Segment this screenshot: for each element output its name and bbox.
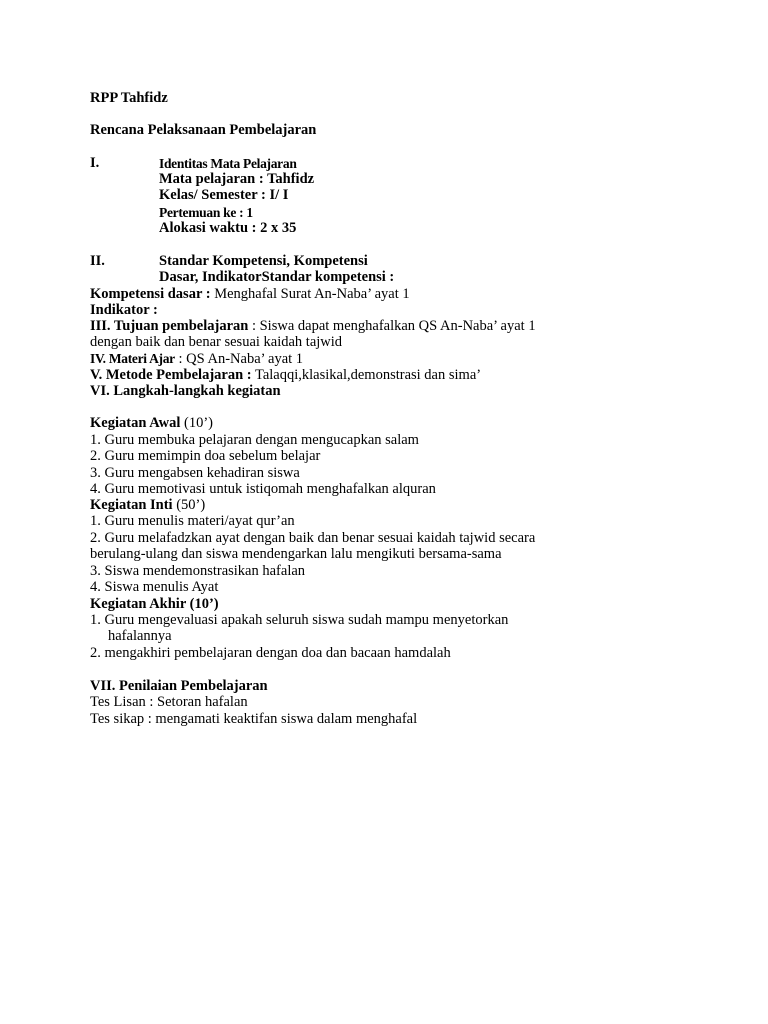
- materi: [90, 350, 303, 368]
- awal-time: (10’): [180, 415, 213, 431]
- awal-label: Kegiatan Awal: [90, 415, 181, 431]
- meeting-line: Pertemuan ke : 1: [159, 205, 253, 220]
- metode: [90, 367, 481, 384]
- list-item: 3. Guru mengabsen kehadiran siswa: [90, 465, 300, 481]
- section-2-line-1: Standar Kompetensi, Kompetensi: [159, 253, 368, 269]
- list-item: 1. Guru mengevaluasi apakah seluruh siswa sudah mampu menyetorkan: [90, 612, 509, 628]
- section-2-line-2: Dasar, IndikatorStandar kompetensi :: [159, 269, 395, 285]
- tujuan-label: III. Tujuan pembelajaran: [90, 318, 249, 334]
- kegiatan-awal: [90, 415, 213, 432]
- list-item: 1. Guru membuka pelajaran dengan mengucapkan salam: [90, 432, 419, 448]
- list-item: 2. mengakhiri pembelajaran dengan doa dan bacaan hamdalah: [90, 645, 451, 661]
- list-item: 4. Guru memotivasi untuk istiqomah menghafalkan alquran: [90, 481, 436, 497]
- inti-label: Kegiatan Inti: [90, 497, 173, 513]
- kegiatan-akhir-label: Kegiatan Akhir (10’): [90, 596, 219, 612]
- list-item: berulang-ulang dan siswa mendengarkan lalu mengikuti bersama-sama: [90, 546, 502, 562]
- tujuan-continuation: dengan baik dan benar sesuai kaidah tajwid: [90, 334, 343, 350]
- indikator-label: Indikator :: [90, 302, 158, 318]
- doc-subtitle: Rencana Pelaksanaan Pembelajaran: [90, 122, 317, 138]
- list-item: hafalannya: [108, 628, 172, 644]
- list-item: 2. Guru memimpin doa sebelum belajar: [90, 448, 321, 464]
- list-item: Tes Lisan : Setoran hafalan: [90, 694, 248, 710]
- list-item: 1. Guru menulis materi/ayat qur’an: [90, 513, 295, 529]
- list-item: 4. Siswa menulis Ayat: [90, 579, 219, 595]
- materi-value: : QS An-Naba’ ayat 1: [174, 351, 304, 367]
- subject-line: Mata pelajaran : Tahfidz: [159, 171, 315, 187]
- section-1-heading: Identitas Mata Pelajaran: [159, 156, 297, 171]
- kd-label: Kompetensi dasar :: [90, 286, 211, 302]
- list-item: Tes sikap : mengamati keaktifan siswa dalam menghafal: [90, 711, 418, 727]
- metode-value: Talaqqi,klasikal,demonstrasi dan sima’: [251, 367, 482, 383]
- list-item: 2. Guru melafadzkan ayat dengan baik dan benar sesuai kaidah tajwid secara: [90, 530, 536, 546]
- time-line: Alokasi waktu : 2 x 35: [159, 220, 297, 236]
- doc-title: RPP Tahfidz: [90, 90, 168, 106]
- inti-time: (50’): [172, 497, 206, 513]
- kd-value: Menghafal Surat An-Naba’ ayat 1: [210, 286, 410, 302]
- grade-line: Kelas/ Semester : I/ I: [159, 187, 289, 203]
- materi-label: IV. Materi Ajar: [90, 351, 175, 366]
- metode-label: V. Metode Pembelajaran :: [90, 367, 252, 383]
- section-2-number: II.: [90, 253, 105, 269]
- langkah-label: VI. Langkah-langkah kegiatan: [90, 383, 281, 399]
- section-1-number: I.: [90, 155, 100, 171]
- kegiatan-inti: [90, 497, 205, 514]
- tujuan: [90, 318, 536, 335]
- penilaian-label: VII. Penilaian Pembelajaran: [90, 678, 268, 694]
- kompetensi-dasar: [90, 286, 410, 303]
- tujuan-value: : Siswa dapat menghafalkan QS An-Naba’ ayat 1: [248, 318, 536, 334]
- list-item: 3. Siswa mendemonstrasikan hafalan: [90, 563, 306, 579]
